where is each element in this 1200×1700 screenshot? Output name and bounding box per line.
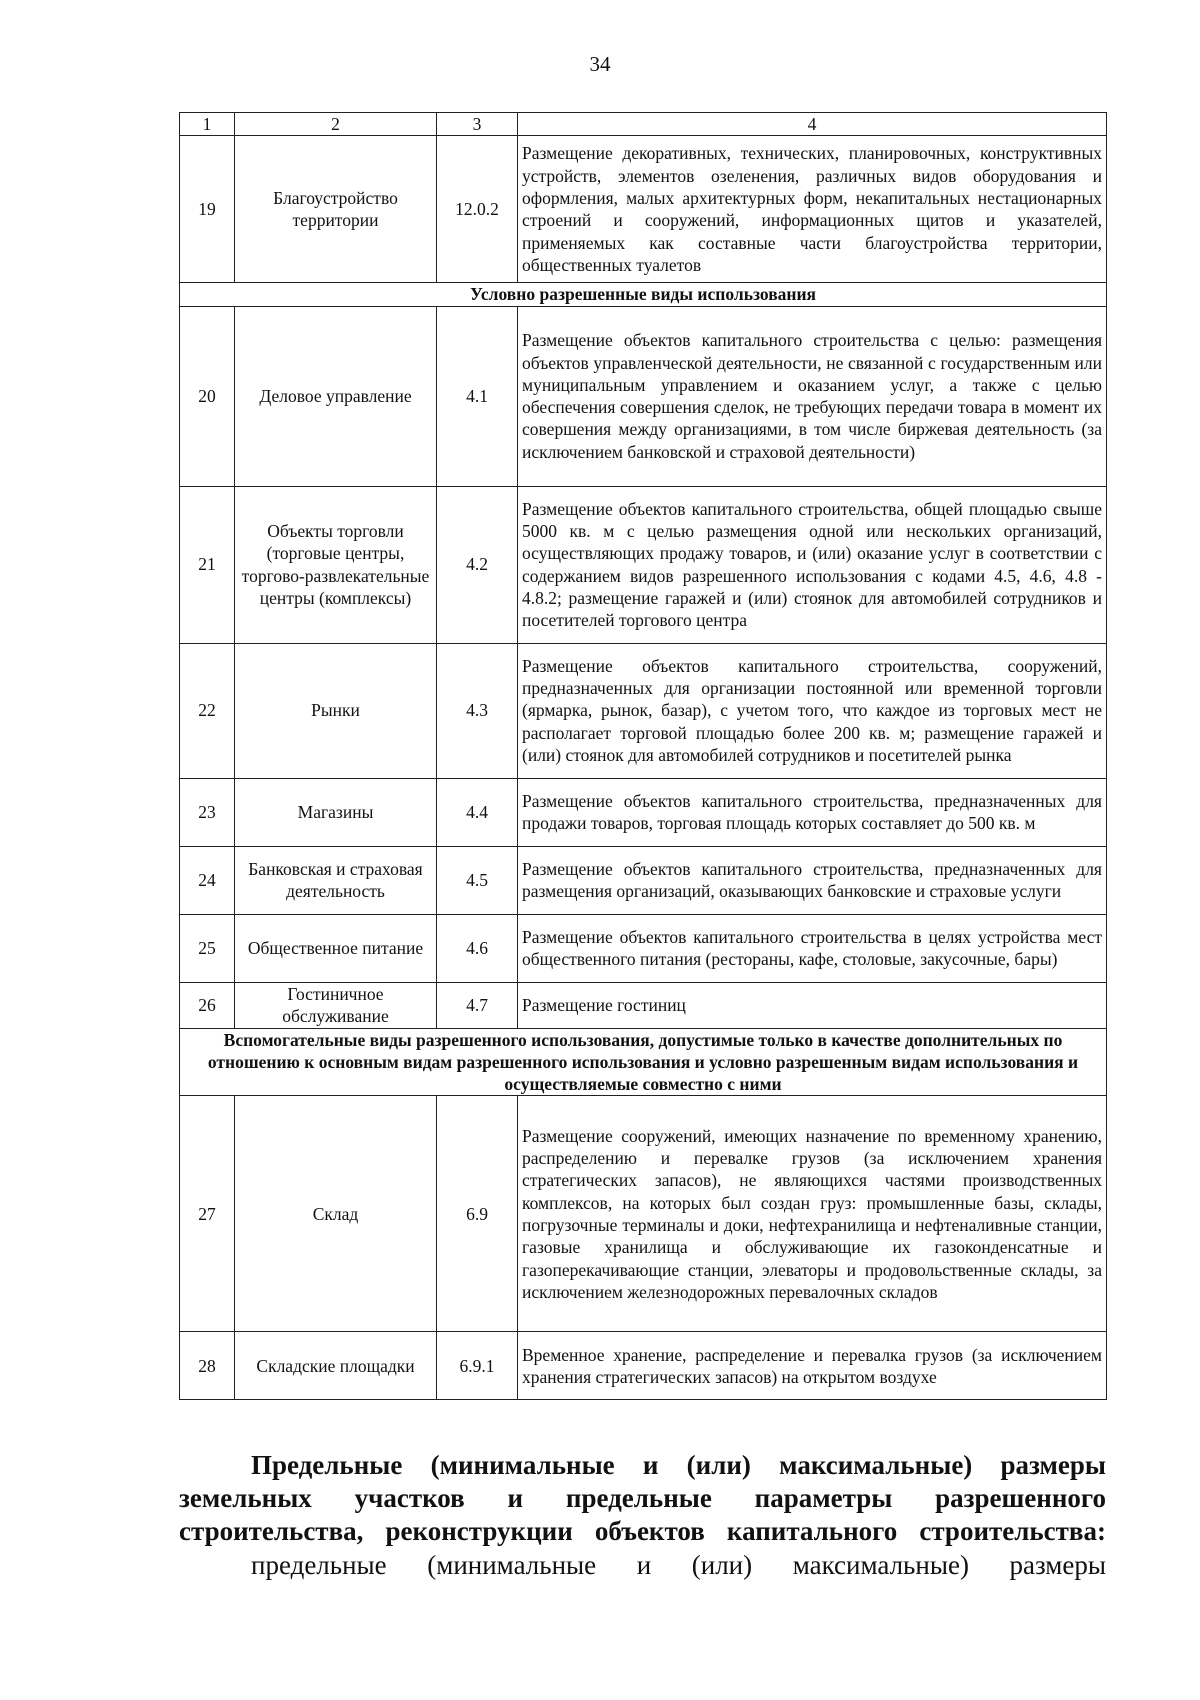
use-type-code: 4.1: [437, 306, 518, 486]
use-type-code: 4.2: [437, 486, 518, 643]
land-use-table: [179, 112, 1107, 1400]
use-type-code: 6.9.1: [437, 1332, 518, 1400]
use-type-name: Объекты торговли (торговые центры, торгово-развлекательные центры (комплексы): [235, 486, 437, 643]
use-type-code: 12.0.2: [437, 136, 518, 283]
use-type-name: Гостиничное обслуживание: [235, 982, 437, 1028]
table-row: [180, 486, 1107, 643]
use-type-description: Размещение объектов капитального строительства, предназначенных для продажи товаров, торговая площадь которых составляет до 500 кв. м: [518, 778, 1107, 846]
section-title-auxiliary: Вспомогательные виды разрешенного использования, допустимые только в качестве дополнительных по отношению к основным видам разрешенного использования и условно разрешенным видам использования и осуществляемые совместно с ними: [180, 1028, 1107, 1096]
use-type-name: Складские площадки: [235, 1332, 437, 1400]
use-type-name: Склад: [235, 1096, 437, 1332]
table-row: [180, 778, 1107, 846]
header-col-1: 1: [180, 113, 235, 136]
limits-heading: Предельные (минимальные и (или) максимальные) размеры земельных участков и предельные параметры разрешенного строительства, реконструкции объектов капитального строительства:: [179, 1450, 1106, 1546]
use-type-description: Размещение объектов капитального строительства, сооружений, предназначенных для организации постоянной или временной торговли (ярмарка, рынок, базар), с учетом того, что каждое из торговых мест не располагает торговой площадью более 200 кв. м; размещение гаражей и (или) стоянок для автомобилей сотрудников и посетителей рынка: [518, 643, 1107, 778]
use-type-description: Размещение объектов капитального строительства в целях устройства мест общественного питания (рестораны, кафе, столовые, закусочные, бары): [518, 914, 1107, 982]
use-type-name: Банковская и страховая деятельность: [235, 846, 437, 914]
use-type-description: Временное хранение, распределение и перевалка грузов (за исключением хранения стратегических запасов) на открытом воздухе: [518, 1332, 1107, 1400]
use-type-name: Деловое управление: [235, 306, 437, 486]
header-col-2: 2: [235, 113, 437, 136]
use-type-name: Рынки: [235, 643, 437, 778]
use-type-code: 4.5: [437, 846, 518, 914]
table-row: [180, 643, 1107, 778]
table-row: [180, 1096, 1107, 1332]
table-row: [180, 982, 1107, 1028]
table-row: [180, 914, 1107, 982]
row-number: 27: [180, 1096, 235, 1332]
table-header-row: [180, 113, 1107, 136]
row-number: 26: [180, 982, 235, 1028]
use-type-code: 6.9: [437, 1096, 518, 1332]
section-title-conditional: Условно разрешенные виды использования: [180, 283, 1107, 306]
use-type-description: Размещение декоративных, технических, планировочных, конструктивных устройств, элементов озеленения, различных видов оборудования и оформления, малых архитектурных форм, некапитальных нестационарных строений и сооружений, информационных щитов и указателей, применяемых как составные части благоустройства территории, общественных туалетов: [518, 136, 1107, 283]
section-row: [180, 283, 1107, 306]
use-type-name: Общественное питание: [235, 914, 437, 982]
table-row: [180, 306, 1107, 486]
use-type-description: Размещение объектов капитального строительства, предназначенных для размещения организаций, оказывающих банковские и страховые услуги: [518, 846, 1107, 914]
use-type-description: Размещение сооружений, имеющих назначение по временному хранению, распределению и перевалке грузов (за исключением хранения стратегических запасов), не являющихся частями производственных комплексов, на которых был создан груз: промышленные базы, склады, погрузочные терминалы и доки, нефтехранилища и нефтеналивные станции, газовые хранилища и обслуживающие их газоконденсатные и газоперекачивающие станции, элеваторы и продовольственные склады, за исключением железнодорожных перевалочных складов: [518, 1096, 1107, 1332]
body-paragraph-start: предельные (минимальные и (или) максимальные) размеры: [251, 1550, 1106, 1580]
table-row: [180, 136, 1107, 283]
use-type-code: 4.7: [437, 982, 518, 1028]
row-number: 20: [180, 306, 235, 486]
header-col-3: 3: [437, 113, 518, 136]
table-row: [180, 846, 1107, 914]
table-row: [180, 1332, 1107, 1400]
page-number: 34: [589, 52, 611, 76]
row-number: 19: [180, 136, 235, 283]
use-type-description: Размещение объектов капитального строительства, общей площадью свыше 5000 кв. м с целью размещения одной или нескольких организаций, осуществляющих продажу товаров, и (или) оказание услуг в соответствии с содержанием видов разрешенного использования с кодами 4.5, 4.6, 4.8 - 4.8.2; размещение гаражей и (или) стоянок для автомобилей сотрудников и посетителей торгового центра: [518, 486, 1107, 643]
row-number: 22: [180, 643, 235, 778]
row-number: 28: [180, 1332, 235, 1400]
row-number: 23: [180, 778, 235, 846]
use-type-code: 4.4: [437, 778, 518, 846]
use-type-description: Размещение гостиниц: [518, 982, 1107, 1028]
use-type-name: Магазины: [235, 778, 437, 846]
row-number: 25: [180, 914, 235, 982]
use-type-code: 4.3: [437, 643, 518, 778]
use-type-description: Размещение объектов капитального строительства с целью: размещения объектов управленческой деятельности, не связанной с государственным или муниципальным управлением и оказанием услуг, а также с целью обеспечения совершения сделок, не требующих передачи товара в момент их совершения между организациями, в том числе биржевая деятельность (за исключением банковской и страховой деятельности): [518, 306, 1107, 486]
row-number: 24: [180, 846, 235, 914]
use-type-name: Благоустройство территории: [235, 136, 437, 283]
row-number: 21: [180, 486, 235, 643]
section-row: [180, 1028, 1107, 1096]
use-type-code: 4.6: [437, 914, 518, 982]
header-col-4: 4: [518, 113, 1107, 136]
